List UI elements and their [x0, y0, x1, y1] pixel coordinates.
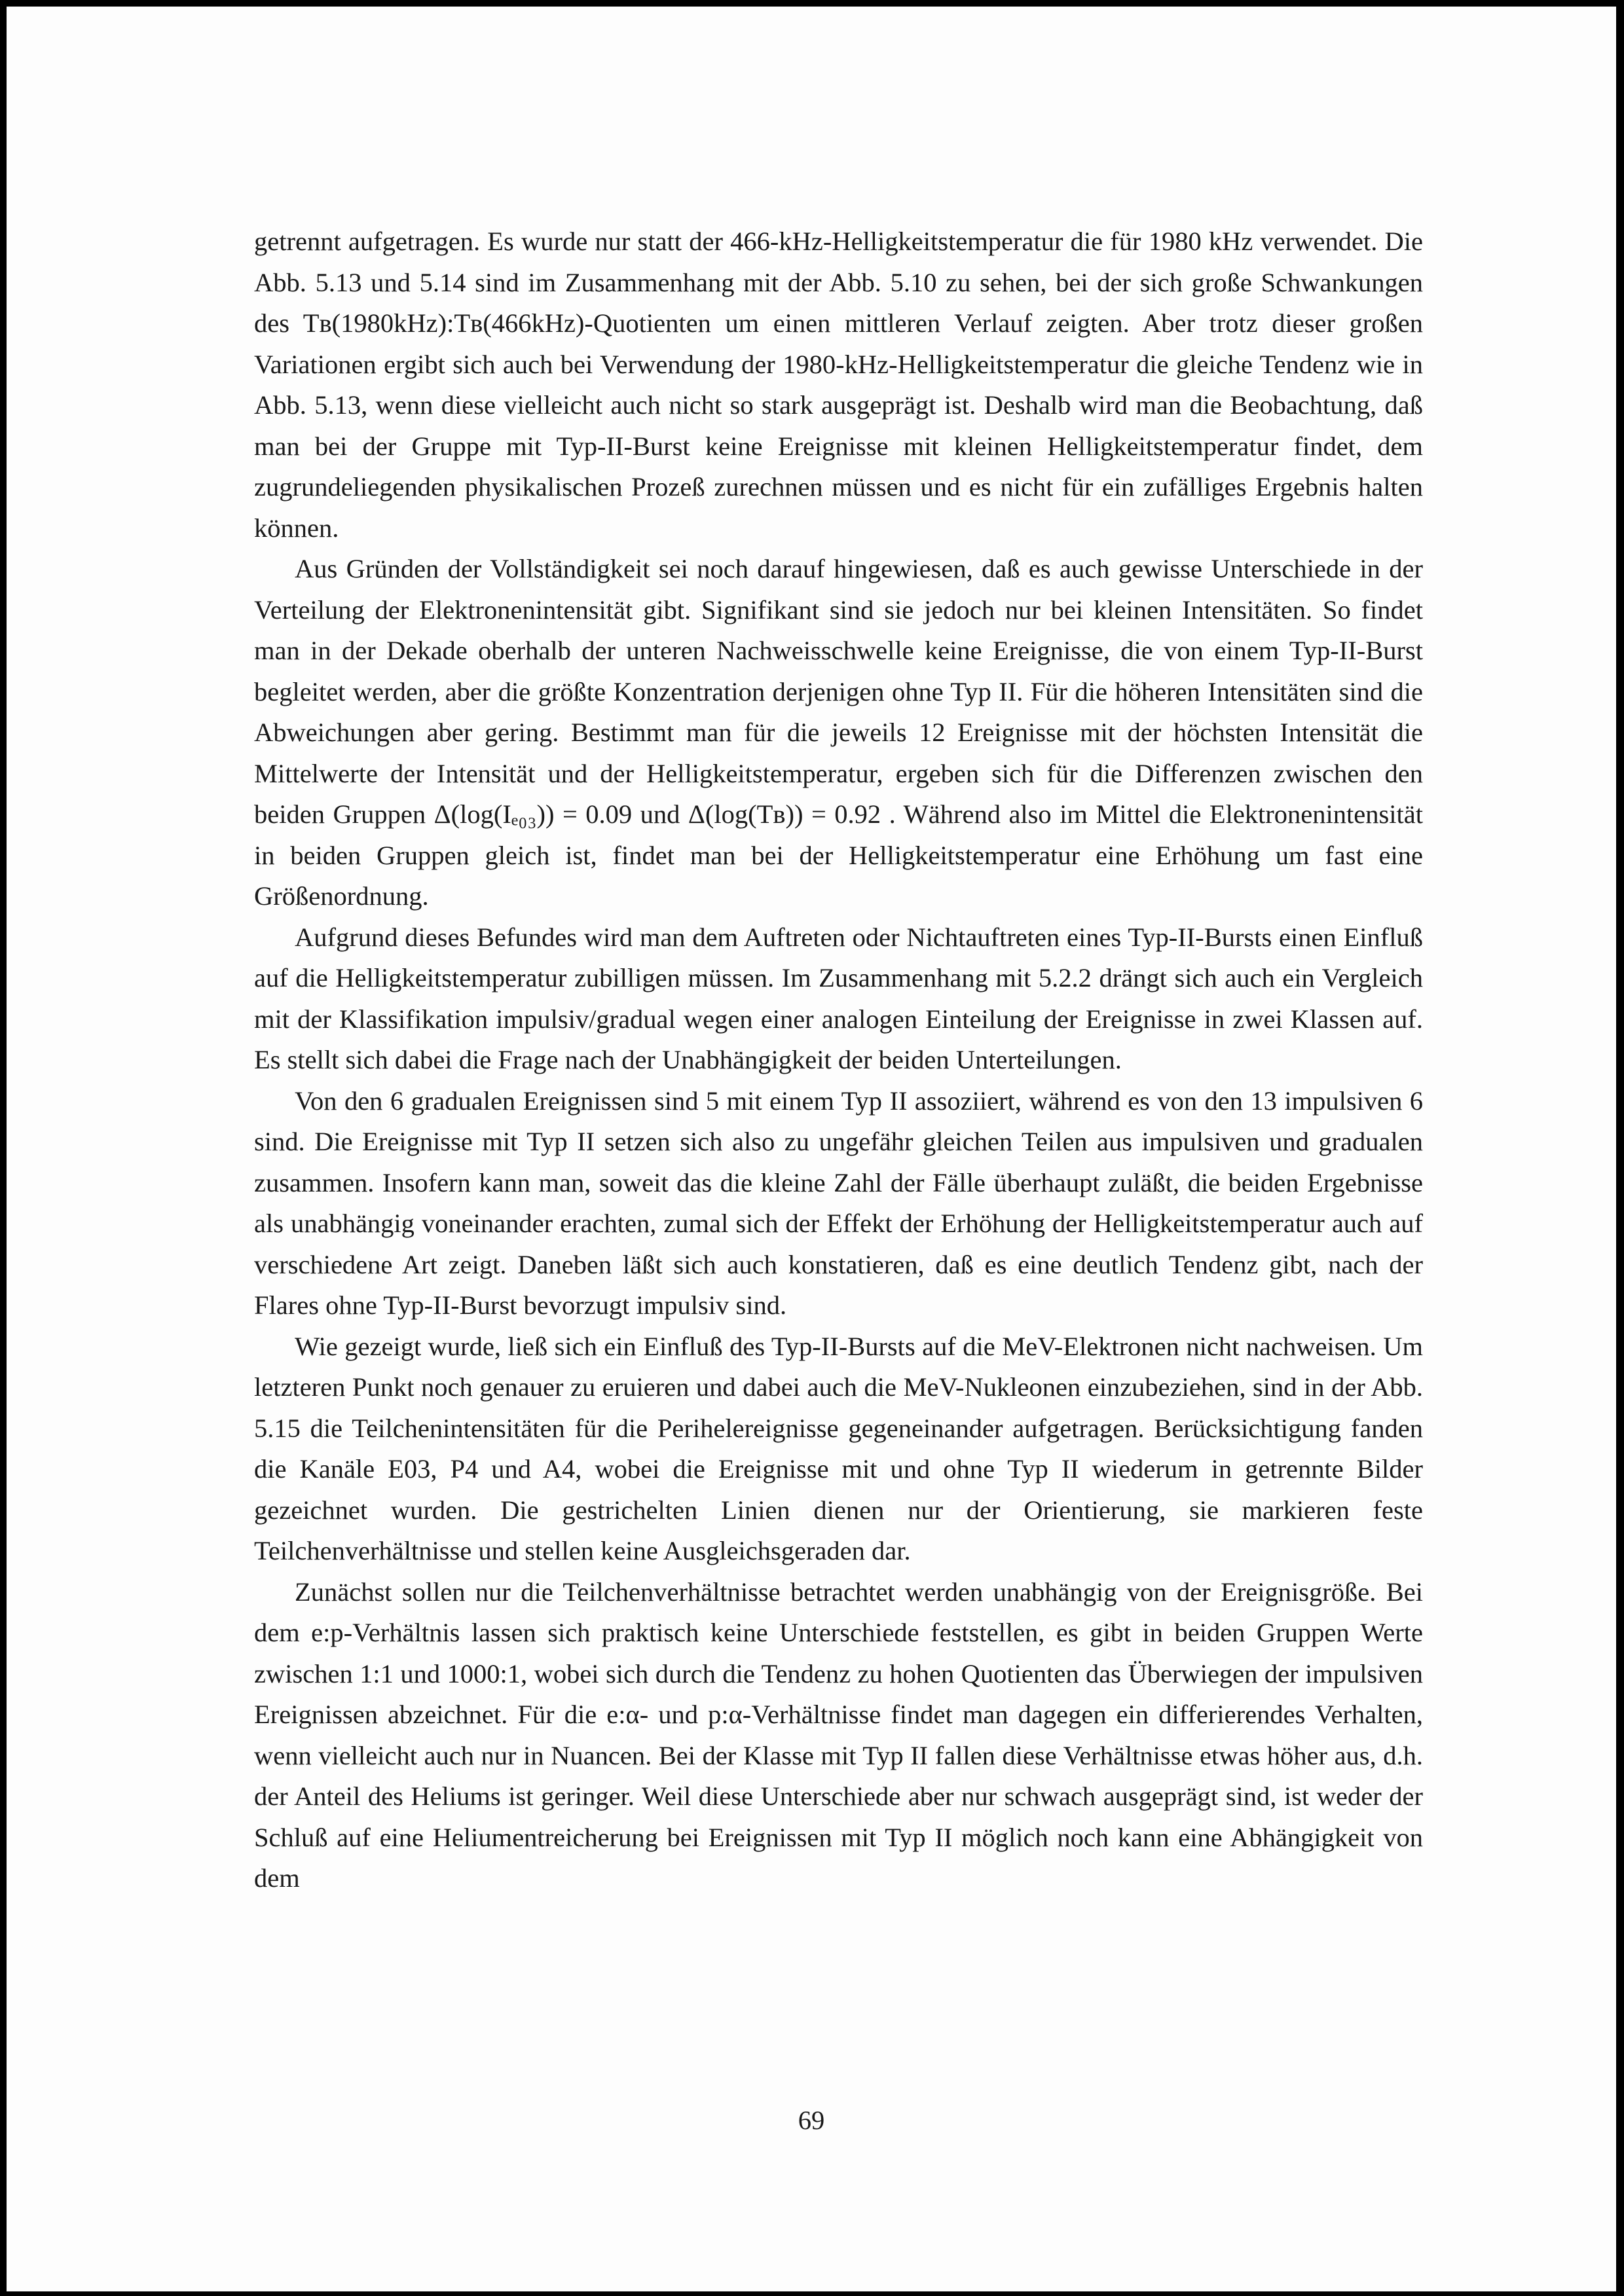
paragraph-2: Aus Gründen der Vollständigkeit sei noch darauf hingewiesen, daß es auch gewisse Unterschiede in der Verteilung der Elektronenintensität gibt. Signifikant sind sie jedoch nur bei kleinen Intensitäten. So findet man in der Dekade oberhalb der unteren Nachweisschwelle keine Ereignisse, die von einem Typ-II-Burst begleitet werden, aber die größte Konzentration derjenigen ohne Typ II. Für die höheren Intensitäten sind die Abweichungen aber gering. Bestimmt man für die jeweils 12 Ereignisse mit der höchsten Intensität die Mittelwerte der Intensität und der Helligkeitstemperatur, ergeben sich für die Differenzen zwischen den beiden Gruppen Δ(log(Iₑ₀₃)) = 0.09 und Δ(log(Tʙ)) = 0.92 . Während also im Mittel die Elektronenintensität in beiden Gruppen gleich ist, findet man bei der Helligkeitstemperatur eine Erhöhung um fast eine Größenordnung.: [254, 554, 1423, 911]
paragraph-1: getrennt aufgetragen. Es wurde nur statt der 466-kHz-Helligkeitstemperatur die für 1980 kHz verwendet. Die Abb. 5.13 und 5.14 sind im Zusammenhang mit der Abb. 5.10 zu sehen, bei der sich große Schwankungen des Tʙ(1980kHz):Tʙ(466kHz)-Quotienten um einen mittleren Verlauf zeigten. Aber trotz dieser großen Variationen ergibt sich auch bei Verwendung der 1980-kHz-Helligkeitstemperatur die gleiche Tendenz wie in Abb. 5.13, wenn diese vielleicht auch nicht so stark ausgeprägt ist. Deshalb wird man die Beobachtung, daß man bei der Gruppe mit Typ-II-Burst keine Ereignisse mit kleinen Helligkeitstemperatur findet, dem zugrundeliegenden physikalischen Prozeß zurechnen müssen und es nicht für ein zufälliges Ergebnis halten können.: [254, 227, 1423, 543]
paragraph-3: Aufgrund dieses Befundes wird man dem Auftreten oder Nichtauftreten eines Typ-II-Bursts einen Einfluß auf die Helligkeitstemperatur zubilligen müssen. Im Zusammenhang mit 5.2.2 drängt sich auch ein Vergleich mit der Klassifikation impulsiv/gradual wegen einer analogen Einteilung der Ereignisse in zwei Klassen auf. Es stellt sich dabei die Frage nach der Unabhängigkeit der beiden Unterteilungen.: [254, 922, 1423, 1074]
document-page: [7, 7, 1616, 2291]
paragraph-4: Von den 6 gradualen Ereignissen sind 5 mit einem Typ II assoziiert, während es von den 13 impulsiven 6 sind. Die Ereignisse mit Typ II setzen sich also zu ungefähr gleichen Teilen aus impulsiven und gradualen zusammen. Insofern kann man, soweit das die kleine Zahl der Fälle überhaupt zuläßt, die beiden Ergebnisse als unabhängig voneinander erachten, zumal sich der Effekt der Erhöhung der Helligkeitstemperatur auch auf verschiedene Art zeigt. Daneben läßt sich auch konstatieren, daß es eine deutlich Tendenz gibt, nach der Flares ohne Typ-II-Burst bevorzugt impulsiv sind.: [254, 1085, 1423, 1320]
paragraph-6: Zunächst sollen nur die Teilchenverhältnisse betrachtet werden unabhängig von der Ereignisgröße. Bei dem e:p-Verhältnis lassen sich praktisch keine Unterschiede feststellen, es gibt in beiden Gruppen Werte zwischen 1:1 und 1000:1, wobei sich durch die Tendenz zu hohen Quotienten das Überwiegen der impulsiven Ereignissen abzeichnet. Für die e:α- und p:α-Verhältnisse findet man dagegen ein differierendes Verhalten, wenn vielleicht auch nur in Nuancen. Bei der Klasse mit Typ II fallen diese Verhältnisse etwas höher aus, d.h. der Anteil des Heliums ist geringer. Weil diese Unterschiede aber nur schwach ausgeprägt sind, ist weder der Schluß auf eine Heliumentreicherung bei Ereignissen mit Typ II möglich noch kann eine Abhängigkeit von dem: [254, 1576, 1423, 1893]
paragraph-5: Wie gezeigt wurde, ließ sich ein Einfluß des Typ-II-Bursts auf die MeV-Elektronen nicht nachweisen. Um letzteren Punkt noch genauer zu eruieren und dabei auch die MeV-Nukleonen einzubeziehen, sind in der Abb. 5.15 die Teilchenintensitäten für die Perihelereignisse gegeneinander aufgetragen. Berücksichtigung fanden die Kanäle E03, P4 und A4, wobei die Ereignisse mit und ohne Typ II wiederum in getrennte Bilder gezeichnet wurden. Die gestrichelten Linien dienen nur der Orientierung, sie markieren feste Teilchenverhältnisse und stellen keine Ausgleichsgeraden dar.: [254, 1331, 1423, 1565]
page-number: 69: [798, 2105, 825, 2135]
body-text: [254, 221, 1423, 1899]
